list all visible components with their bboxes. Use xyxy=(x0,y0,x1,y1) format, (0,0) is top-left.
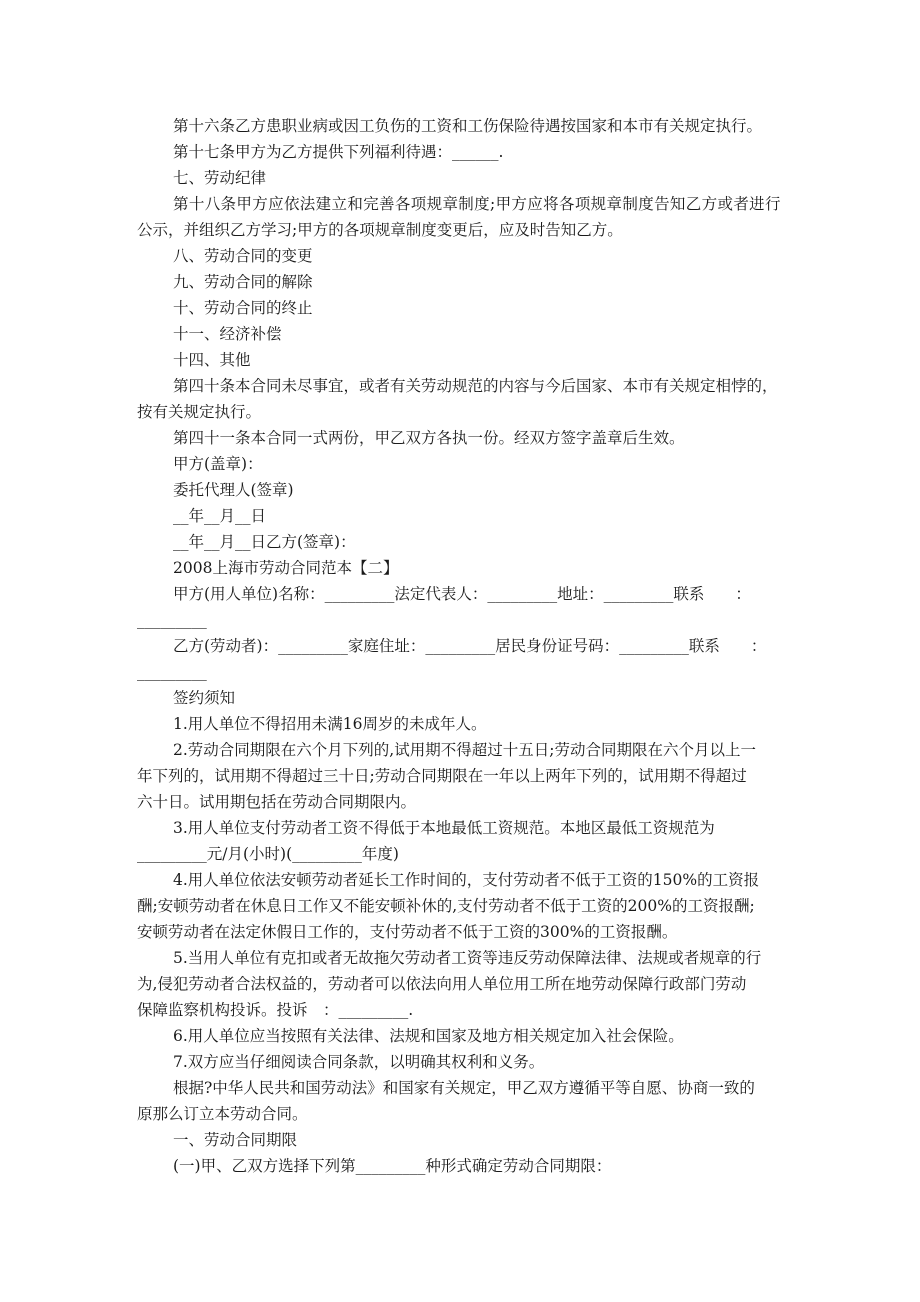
section-heading-9: 九、劳动合同的解除 xyxy=(173,273,313,291)
notice-item-1: 1.用人单位不得招用未满16周岁的未成年人。 xyxy=(173,715,487,733)
section-heading-14: 十四、其他 xyxy=(173,351,251,369)
clause-16: 第十六条乙方患职业病或因工负伤的工资和工伤保险待遇按国家和本市有关规定执行。 xyxy=(173,117,763,135)
contract-term-clause-1: (一)甲、乙双方选择下列第_________种形式确定劳动合同期限： xyxy=(173,1157,612,1175)
party-a-info: 甲方(用人单位)名称：_________法定代表人：_________地址：_________联系 ： xyxy=(173,585,751,603)
notice-item-5-line-2: 为,侵犯劳动者合法权益的，劳动者可以依法向用人单位用工所在地劳动保障行政部门劳动 xyxy=(137,975,747,993)
clause-17: 第十七条甲方为乙方提供下列福利待遇：______. xyxy=(173,143,504,161)
date-line-2: __年__月__日乙方(签章)： xyxy=(173,533,356,551)
clause-40-line-1: 第四十条本合同未尽事宜，或者有关劳动规范的内容与今后国家、本市有关规定相悖的， xyxy=(173,377,778,395)
notice-item-5-line-1: 5.当用人单位有克扣或者无故拖欠劳动者工资等违反劳动保障法律、法规或者规章的行 xyxy=(173,949,762,967)
section-heading-11: 十一、经济补偿 xyxy=(173,325,282,343)
notice-item-2-line-2: 年下列的，试用期不得超过三十日;劳动合同期限在一年以上两年下列的，试用期不得超过 xyxy=(137,767,747,785)
notice-item-2-line-1: 2.劳动合同期限在六个月下列的,试用期不得超过十五日;劳动合同期限在六个月以上一 xyxy=(173,741,756,759)
clause-40-line-2: 按有关规定执行。 xyxy=(137,403,262,421)
notice-item-6: 6.用人单位应当按照有关法律、法规和国家及地方相关规定加入社会保险。 xyxy=(173,1027,684,1045)
notice-heading: 签约须知 xyxy=(173,689,236,707)
agent-signature: 委托代理人(签章) xyxy=(173,481,294,499)
section-heading-10: 十、劳动合同的终止 xyxy=(173,299,313,317)
section-heading-7: 七、劳动纪律 xyxy=(173,169,267,187)
notice-item-4-line-1: 4.用人单位依法安顿劳动者延长工作时间的，支付劳动者不低于工资的150%的工资报 xyxy=(173,871,760,889)
notice-item-4-line-2: 酬;安顿劳动者在休息日工作又不能安顿补休的,支付劳动者不低于工资的200%的工资报酬; xyxy=(137,897,755,915)
clause-41: 第四十一条本合同一式两份，甲乙双方各执一份。经双方签字盖章后生效。 xyxy=(173,429,685,447)
party-b-info-blank: _________ xyxy=(137,663,207,681)
clause-18-line-1: 第十八条甲方应依法建立和完善各项规章制度;甲方应将各项规章制度告知乙方或者进行 xyxy=(173,195,781,213)
preamble-line-1: 根据?中华人民共和国劳动法》和国家有关规定，甲乙双方遵循平等自愿、协商一致的 xyxy=(173,1079,755,1097)
party-b-info: 乙方(劳动者)：_________家庭住址：_________居民身份证号码：_________联系 ： xyxy=(173,637,767,655)
party-a-seal: 甲方(盖章)： xyxy=(173,455,263,473)
party-a-info-blank: _________ xyxy=(137,611,207,629)
date-line-1: __年__月__日 xyxy=(173,507,267,525)
notice-item-7: 7.双方应当仔细阅读合同条款，以明确其权利和义务。 xyxy=(173,1053,545,1071)
template-title: 2008上海市劳动合同范本【二】 xyxy=(173,559,399,577)
notice-item-3-line-1: 3.用人单位支付劳动者工资不得低于本地最低工资规范。本地区最低工资规范为 xyxy=(173,819,715,837)
section-heading-contract-term: 一、劳动合同期限 xyxy=(173,1131,298,1149)
notice-item-3-line-2: _________元/月(小时)(_________年度) xyxy=(137,845,399,863)
section-heading-8: 八、劳动合同的变更 xyxy=(173,247,313,265)
preamble-line-2: 原那么订立本劳动合同。 xyxy=(137,1105,308,1123)
notice-item-5-line-3: 保障监察机构投诉。投诉 ：_________. xyxy=(137,1001,414,1019)
clause-18-line-2: 公示，并组织乙方学习;甲方的各项规章制度变更后，应及时告知乙方。 xyxy=(137,221,623,239)
notice-item-2-line-3: 六十日。试用期包括在劳动合同期限内。 xyxy=(137,793,417,811)
notice-item-4-line-3: 安顿劳动者在法定休假日工作的，支付劳动者不低于工资的300%的工资报酬。 xyxy=(137,923,678,941)
